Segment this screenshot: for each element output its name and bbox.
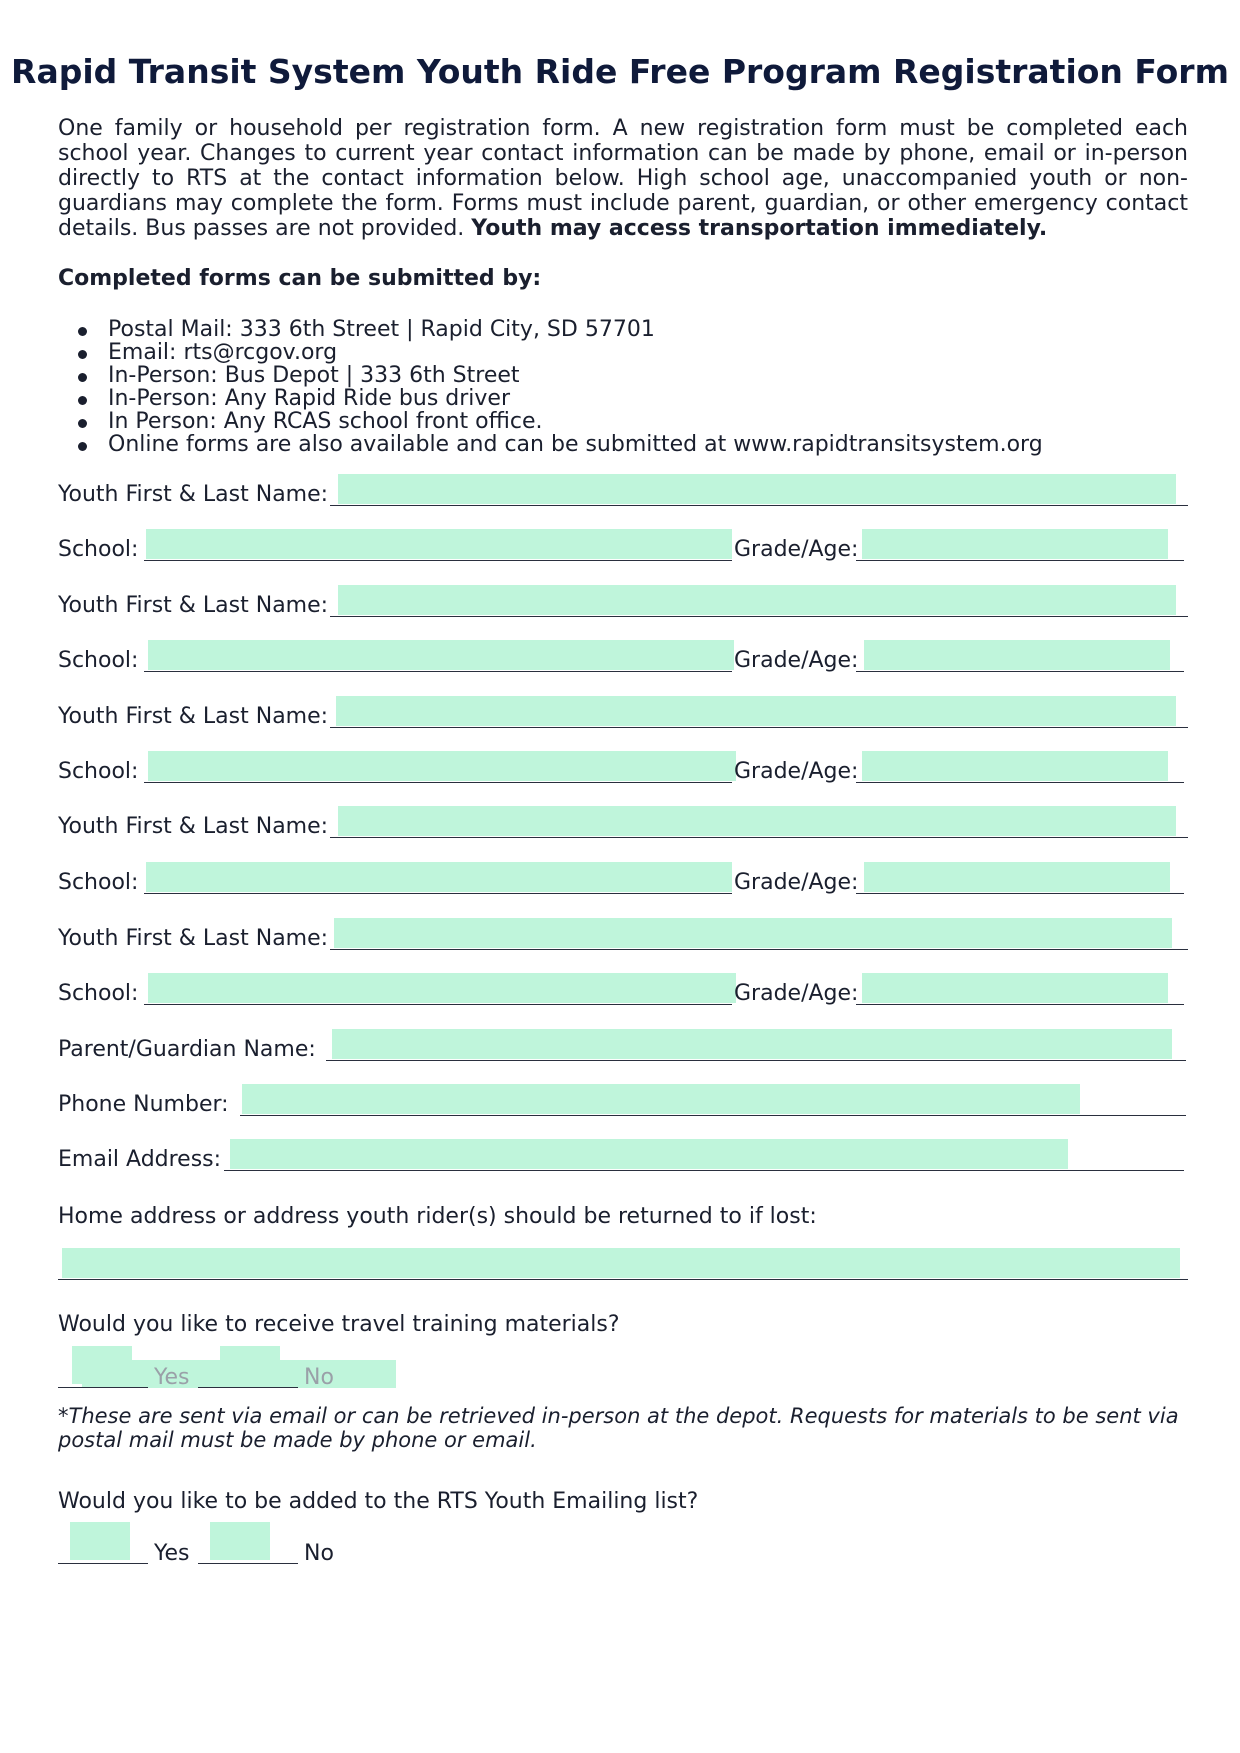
email-list-options bbox=[58, 1522, 458, 1568]
youth-name-row bbox=[58, 472, 1188, 512]
grade-field-5[interactable] bbox=[862, 973, 1168, 1003]
email-list-no-label: No bbox=[304, 1541, 334, 1566]
travel-note: *These are sent via email or can be retrieved in-person at the depot. Requests for materials to be sent via postal mail must be made by phone or email. bbox=[58, 1404, 1179, 1452]
intro-paragraph bbox=[58, 116, 1188, 241]
email-row bbox=[58, 1137, 1188, 1177]
school-field-5[interactable] bbox=[148, 973, 736, 1003]
school-label: School: bbox=[58, 870, 139, 895]
list-item: In-Person: Any Rapid Ride bus driver bbox=[58, 387, 1188, 410]
youth-name-field-3[interactable] bbox=[336, 696, 1176, 726]
grade-line bbox=[856, 893, 1184, 894]
grade-field-4[interactable] bbox=[864, 862, 1170, 892]
grade-field-2[interactable] bbox=[864, 640, 1170, 670]
youth-name-line bbox=[330, 616, 1188, 617]
youth-name-row bbox=[58, 694, 1188, 734]
parent-name-field[interactable] bbox=[332, 1029, 1172, 1059]
school-row bbox=[58, 971, 1188, 1011]
grade-label: Grade/Age: bbox=[734, 981, 859, 1006]
grade-label: Grade/Age: bbox=[734, 759, 859, 784]
phone-field[interactable] bbox=[242, 1084, 1080, 1114]
school-label: School: bbox=[58, 981, 139, 1006]
parent-row bbox=[58, 1027, 1188, 1067]
youth-name-row bbox=[58, 916, 1188, 956]
youth-name-line bbox=[330, 949, 1188, 950]
travel-no-blank bbox=[198, 1387, 298, 1388]
grade-label: Grade/Age: bbox=[734, 537, 859, 562]
school-field-2[interactable] bbox=[148, 640, 734, 670]
school-label: School: bbox=[58, 648, 139, 673]
youth-name-label: Youth First & Last Name: bbox=[58, 593, 329, 618]
list-item: Email: rts@rcgov.org bbox=[58, 341, 1188, 364]
school-row bbox=[58, 749, 1188, 789]
phone-row bbox=[58, 1082, 1188, 1122]
submit-heading: Completed forms can be submitted by: bbox=[58, 266, 542, 291]
youth-name-line bbox=[330, 727, 1188, 728]
travel-yes-label: Yes bbox=[154, 1365, 190, 1390]
youth-name-field-5[interactable] bbox=[334, 918, 1172, 948]
email-label: Email Address: bbox=[58, 1147, 222, 1172]
youth-name-row bbox=[58, 804, 1188, 844]
youth-name-label: Youth First & Last Name: bbox=[58, 814, 329, 839]
school-label: School: bbox=[58, 759, 139, 784]
youth-name-line bbox=[330, 505, 1188, 506]
grade-line bbox=[856, 671, 1184, 672]
parent-line bbox=[326, 1060, 1186, 1061]
school-row bbox=[58, 860, 1188, 900]
youth-name-label: Youth First & Last Name: bbox=[58, 704, 329, 729]
youth-name-field-4[interactable] bbox=[338, 806, 1176, 836]
school-label: School: bbox=[58, 537, 139, 562]
travel-highlight bbox=[82, 1360, 396, 1388]
email-list-no-checkbox[interactable] bbox=[210, 1522, 270, 1560]
parent-label: Parent/Guardian Name: bbox=[58, 1037, 316, 1062]
school-line bbox=[144, 671, 732, 672]
phone-label: Phone Number: bbox=[58, 1092, 229, 1117]
grade-label: Grade/Age: bbox=[734, 870, 859, 895]
grade-line bbox=[856, 560, 1184, 561]
intro-text: One family or household per registration form. A new registration form must be completed each school year. Changes to current year contact information can be made by phone, email or in-person directly to RTS at the contact information below. High school age, unaccompanied youth or non-guardians may complete the form. Forms must include parent, guardian, or other emergency contact details. Bus passes are not provided. bbox=[58, 116, 1188, 241]
phone-line bbox=[240, 1115, 1186, 1116]
email-field[interactable] bbox=[230, 1139, 1068, 1169]
youth-name-line bbox=[330, 837, 1188, 838]
grade-line bbox=[856, 782, 1184, 783]
address-field[interactable] bbox=[62, 1248, 1180, 1278]
travel-training-question: Would you like to receive travel training materials? bbox=[58, 1312, 620, 1337]
grade-line bbox=[856, 1004, 1184, 1005]
school-line bbox=[144, 782, 732, 783]
email-list-yes-blank bbox=[58, 1563, 148, 1564]
grade-label: Grade/Age: bbox=[734, 648, 859, 673]
school-row bbox=[58, 638, 1188, 678]
grade-field-3[interactable] bbox=[862, 751, 1168, 781]
travel-no-label: No bbox=[304, 1365, 334, 1390]
form-title: Rapid Transit System Youth Ride Free Program Registration Form bbox=[11, 52, 1229, 91]
school-line bbox=[144, 1004, 732, 1005]
list-item: In Person: Any RCAS school front office. bbox=[58, 410, 1188, 433]
school-row bbox=[58, 527, 1188, 567]
address-line bbox=[58, 1279, 1188, 1280]
email-line bbox=[224, 1170, 1184, 1171]
travel-yes-blank bbox=[58, 1387, 148, 1388]
email-list-yes-label: Yes bbox=[154, 1541, 190, 1566]
email-list-no-blank bbox=[198, 1563, 298, 1564]
list-item: In-Person: Bus Depot | 333 6th Street bbox=[58, 364, 1188, 387]
youth-name-label: Youth First & Last Name: bbox=[58, 926, 329, 951]
youth-name-field-2[interactable] bbox=[338, 585, 1176, 615]
list-item: Postal Mail: 333 6th Street | Rapid City, SD 57701 bbox=[58, 318, 1188, 341]
youth-name-row bbox=[58, 583, 1188, 623]
submit-methods-list bbox=[58, 318, 1188, 456]
grade-field-1[interactable] bbox=[862, 529, 1168, 559]
school-field-1[interactable] bbox=[146, 529, 732, 559]
address-label: Home address or address youth rider(s) should be returned to if lost: bbox=[58, 1204, 817, 1229]
email-list-yes-checkbox[interactable] bbox=[70, 1522, 130, 1560]
travel-training-options bbox=[58, 1346, 458, 1392]
school-field-3[interactable] bbox=[148, 751, 736, 781]
youth-name-label: Youth First & Last Name: bbox=[58, 482, 329, 507]
youth-name-field-1[interactable] bbox=[338, 474, 1176, 504]
address-row bbox=[58, 1244, 1188, 1286]
school-field-4[interactable] bbox=[146, 862, 732, 892]
intro-bold-text: Youth may access transportation immediately. bbox=[471, 216, 1048, 241]
school-line bbox=[144, 893, 732, 894]
email-list-question: Would you like to be added to the RTS Youth Emailing list? bbox=[58, 1489, 699, 1514]
list-item: Online forms are also available and can be submitted at www.rapidtransitsystem.org bbox=[58, 433, 1188, 456]
school-line bbox=[144, 560, 732, 561]
